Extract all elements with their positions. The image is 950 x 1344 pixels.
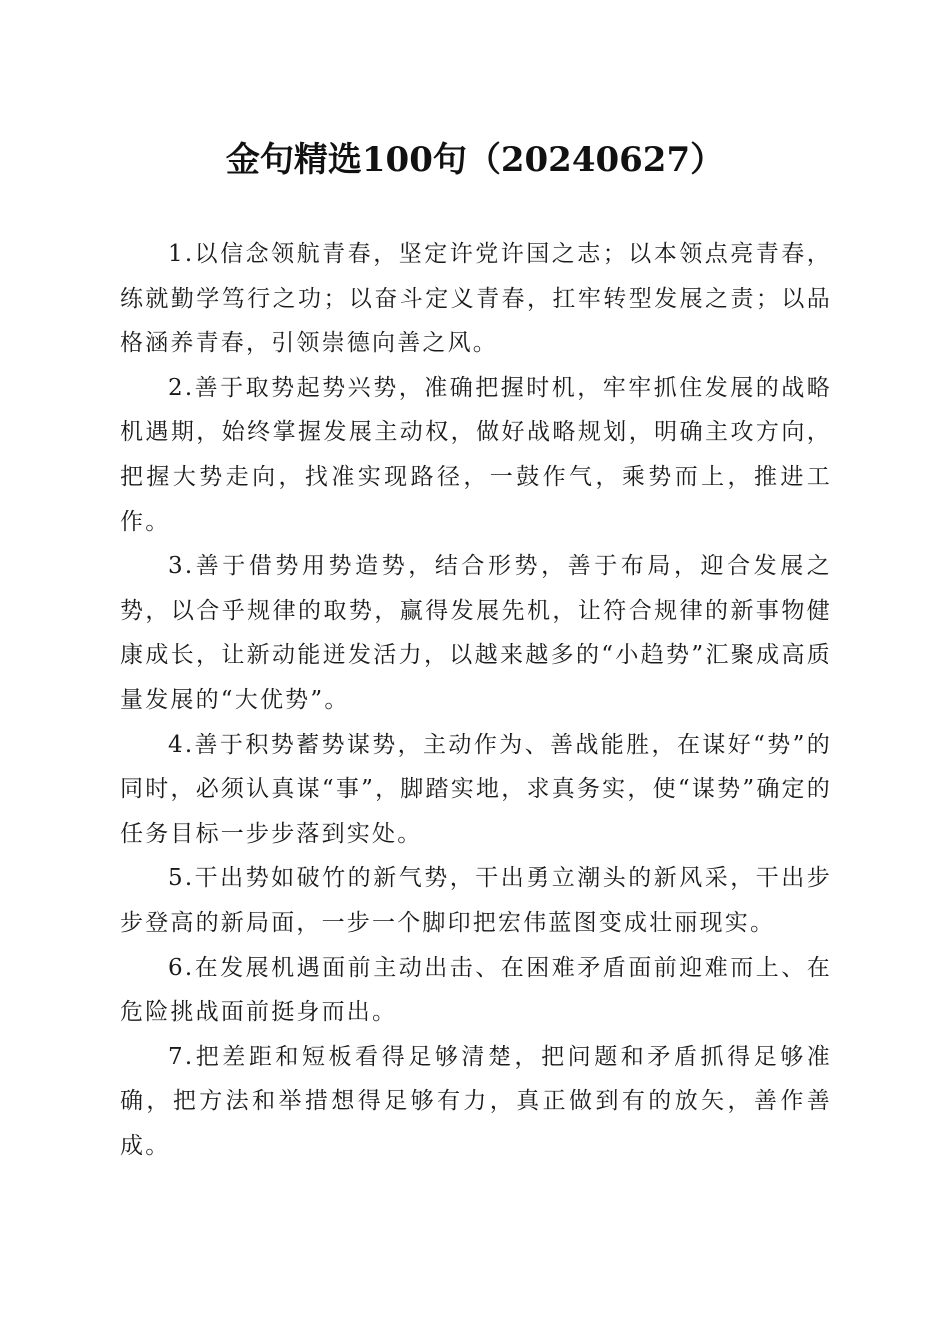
paragraph-1: 1.以信念领航青春，坚定许党许国之志；以本领点亮青春，练就勤学笃行之功；以奋斗定义青春，扛牢转型发展之责；以品格涵养青春，引领崇德向善之风。 (120, 241, 832, 357)
paragraph-2: 2.善于取势起势兴势，准确把握时机，牢牢抓住发展的战略机遇期，始终掌握发展主动权，做好战略规划，明确主攻方向，把握大势走向，找准实现路径，一鼓作气，乘势而上，推进工作。 (120, 374, 832, 535)
paragraph-4: 4.善于积势蓄势谋势，主动作为、善战能胜，在谋好“势”的同时，必须认真谋“事”，脚踏实地，求真务实，使“谋势”确定的任务目标一步步落到实处。 (120, 731, 832, 847)
paragraph-3: 3.善于借势用势造势，结合形势，善于布局，迎合发展之势，以合乎规律的取势，赢得发展先机，让符合规律的新事物健康成长，让新动能迸发活力，以越来越多的“小趋势”汇聚成高质量发展的“大优势”。 (120, 553, 832, 713)
paragraph-7: 7.把差距和短板看得足够清楚，把问题和矛盾抓得足够准确，把方法和举措想得足够有力，真正做到有的放矢，善作善成。 (120, 1043, 832, 1159)
paragraph-5: 5.干出势如破竹的新气势，干出勇立潮头的新风采，干出步步登高的新局面，一步一个脚印把宏伟蓝图变成壮丽现实。 (120, 865, 832, 936)
document-body (120, 232, 832, 1168)
page-title: 金句精选100句（20240627） (225, 140, 725, 180)
paragraph-6: 6.在发展机遇面前主动出击、在困难矛盾面前迎难而上、在危险挑战面前挺身而出。 (120, 954, 832, 1026)
